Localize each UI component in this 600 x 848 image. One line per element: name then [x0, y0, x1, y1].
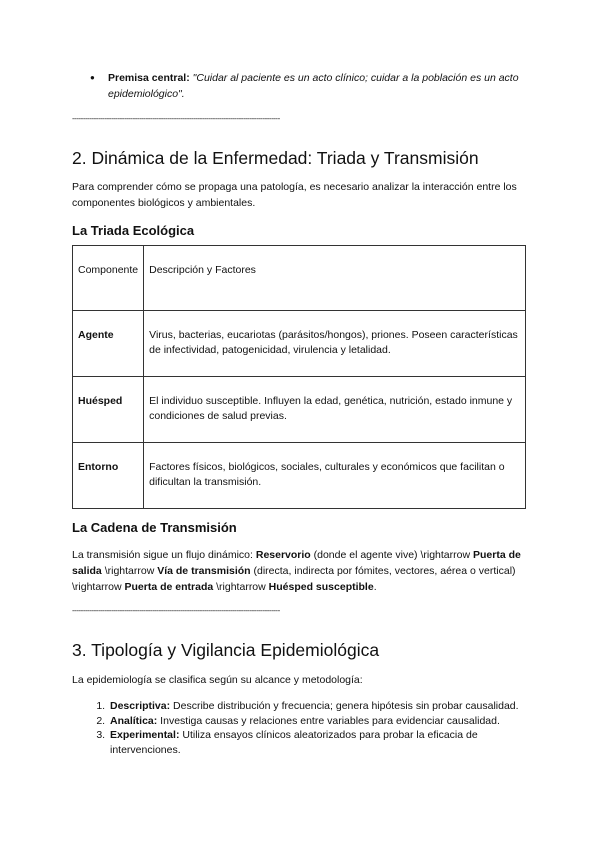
chain-paragraph [72, 547, 532, 595]
premise-label: Premisa central: [108, 72, 190, 84]
chain-exit-portal: Puerta de salida [72, 549, 521, 577]
row-description: Factores físicos, biológicos, sociales, culturales y económicos que facilitan o dificultan la transmisión. [144, 443, 526, 509]
section-2-title: 2. Dinámica de la Enfermedad: Triada y Transmisión [72, 148, 479, 168]
chain-transmission-route: Vía de transmisión [157, 565, 251, 577]
row-description: El individuo susceptible. Influyen la edad, genética, nutrición, estado inmune y condiciones de salud previas. [144, 377, 526, 443]
item-text: Utiliza ensayos clínicos aleatorizados para probar la eficacia de intervenciones. [110, 729, 478, 756]
item-label: Analítica: [110, 714, 158, 727]
chain-susceptible-host: Huésped susceptible [268, 581, 374, 593]
item-label: Experimental: [110, 729, 180, 741]
list-item [108, 699, 548, 714]
item-label: Descriptiva: [110, 700, 171, 712]
separator-1: ------------------------------------------------------------------------------------------------ [72, 114, 280, 123]
list-item [108, 728, 548, 757]
premise-item [90, 70, 530, 102]
row-description: Virus, bacterias, eucariotas (parásitos/hongos), priones. Poseen características de infectividad, patogenicidad, virulencia y letalidad. [144, 311, 526, 377]
chain-text: . [373, 581, 377, 593]
chain-text: \rightarrow [101, 565, 158, 577]
chain-reservoir: Reservorio [255, 549, 311, 561]
section-2-intro: Para comprender cómo se propaga una patología, es necesario analizar la interacción entre los componentes biológicos y ambientales. [72, 181, 517, 209]
separator-2: ------------------------------------------------------------------------------------------------ [72, 606, 280, 615]
row-component: Agente [78, 329, 114, 341]
row-component: Entorno [78, 461, 119, 473]
triad-table [72, 245, 526, 509]
table-row [73, 377, 526, 443]
table-row [73, 443, 526, 509]
premise-text: "Cuidar al paciente es un acto clínico; cuidar a la población es un acto epidemiológico". [108, 72, 519, 100]
row-component: Huésped [78, 395, 123, 407]
list-item [108, 714, 548, 729]
item-text: Describe distribución y frecuencia; genera hipótesis sin probar causalidad. [170, 700, 519, 712]
chain-text: (donde el agente vive) \rightarrow [310, 549, 473, 561]
chain-text: \rightarrow [213, 581, 269, 593]
triad-title: La Triada Ecológica [72, 223, 195, 238]
chain-text: La transmisión sigue un flujo dinámico: [72, 549, 256, 561]
header-description: Descripción y Factores [144, 246, 526, 311]
chain-entry-portal: Puerta de entrada [124, 581, 214, 593]
premise-list [90, 70, 530, 102]
table-row [73, 311, 526, 377]
item-text: Investiga causas y relaciones entre variables para evidenciar causalidad. [157, 714, 500, 727]
section-3-intro: La epidemiología se clasifica según su alcance y metodología: [72, 674, 363, 686]
epidemiology-types-list [90, 699, 548, 757]
header-component: Componente [73, 246, 144, 311]
chain-text: (directa, indirecta por fómites, vectores, aérea o vertical) \rightarrow [72, 565, 516, 593]
chain-title: La Cadena de Transmisión [72, 520, 237, 535]
section-3-title: 3. Tipología y Vigilancia Epidemiológica [72, 640, 380, 660]
table-header-row [73, 246, 526, 311]
